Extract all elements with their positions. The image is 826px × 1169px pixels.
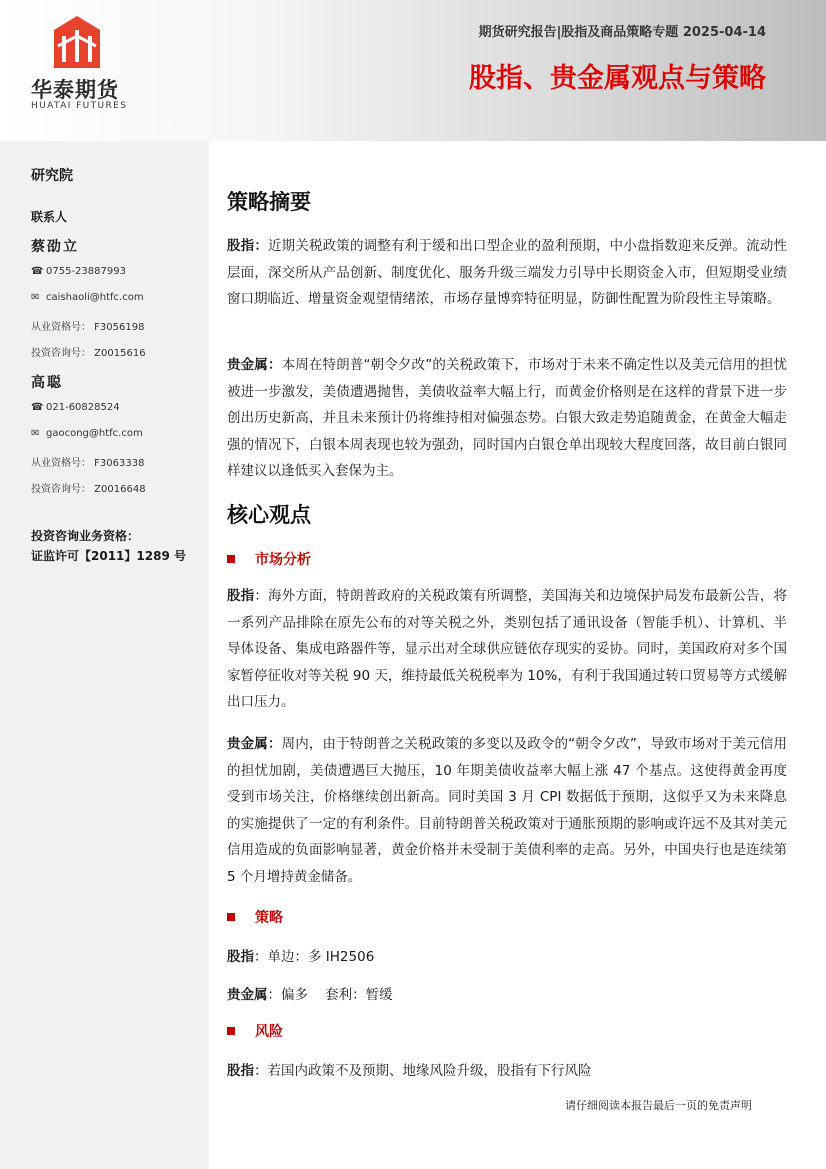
square-bullet-icon [227, 1027, 235, 1035]
logo-chinese-text: 华泰期货 [31, 78, 119, 102]
summary-heading: 策略摘要 [227, 190, 311, 214]
email-icon: ✉ [31, 292, 40, 303]
department-label: 研究院 [31, 168, 73, 184]
paragraph-text: 周内，由于特朗普之关税政策的多变以及政令的“朝令夕改”，导致市场对于美元信用的担忧加剧，美债遭遇巨大抛压，10 年期美债收益率大幅上涨 47 个基点。这使得黄金再度受到市场关注，价格继续创出新高。同时美国 3 月 CPI 数据低于预期，这似乎又为未来降息的实施提供了一定的有利条件。目前特朗普关税政策对于通胀预期的影响或许远不及其对美元信用造成的负面影响显著，黄金价格并未受制于美债利率的走高。另外，中国央行也是连续第 5 个月增持黄金储备。 [227, 736, 787, 885]
email-icon: ✉ [31, 428, 40, 439]
strategy-text: ：单边：多 IH2506 [254, 949, 375, 965]
email-address: gaocong@htfc.com [46, 428, 143, 439]
square-bullet-icon [227, 913, 235, 921]
strategy-index [227, 945, 787, 965]
contact-phone [31, 266, 126, 277]
contact-email [31, 428, 143, 439]
paragraph-label: 股指 [227, 588, 255, 604]
license-number: 从业资格号： F3063338 [31, 458, 145, 469]
strategy-metals [227, 983, 787, 1003]
logo-english-text: HUATAI FUTURES [31, 101, 128, 111]
disclaimer-note: 请仔细阅读本报告最后一页的免责声明 [565, 1099, 752, 1112]
email-address: caishaoli@htfc.com [46, 292, 144, 303]
paragraph-text: 本周在特朗普“朝令夕改”的关税政策下，市场对于未来不确定性以及美元信用的担忧被进一步激发，美债遭遇抛售，美债收益率大幅上行，而黄金价格则是在这样的背景下进一步创出历史新高，并且未来预计仍将维持相对偏强态势。白银大致走势追随黄金，在黄金大幅走强的情况下，白银本周表现也较为强劲，同时国内白银仓单出现较大程度回落，故目前白银同样建议以逢低买入套保为主。 [227, 357, 787, 479]
report-title: 股指、贵金属观点与策略 [469, 63, 766, 94]
market-analysis-heading [227, 549, 787, 569]
contact-name: 高聪 [31, 375, 63, 391]
paragraph-label: 贵金属： [227, 736, 282, 752]
strategy-text: ：偏多 套利：暂缓 [267, 987, 393, 1003]
phone-number: 0755-23887993 [46, 266, 126, 277]
strategy-label: 贵金属 [227, 987, 268, 1003]
phone-icon: ☎ [31, 266, 44, 277]
summary-paragraph-metals [227, 352, 787, 485]
paragraph-label: 股指： [227, 238, 268, 254]
advisor-number: 投资咨询号： Z0015616 [31, 348, 146, 359]
report-header [0, 0, 826, 141]
strategy-heading [227, 907, 787, 927]
huatai-logo-icon [54, 16, 100, 68]
contact-phone [31, 402, 120, 413]
report-meta: 期货研究报告|股指及商品策略专题 2025-04-14 [478, 25, 766, 40]
paragraph-label: 贵金属： [227, 357, 282, 373]
risk-heading [227, 1021, 787, 1041]
strategy-label: 股指 [227, 949, 254, 965]
core-views-heading: 核心观点 [227, 503, 311, 527]
license-number: 从业资格号： F3056198 [31, 322, 145, 333]
paragraph-text: ：海外方面，特朗普政府的关税政策有所调整，美国海关和边境保护局发布最新公告，将一系列产品排除在原先公布的对等关税之外，类别包括了通讯设备（智能手机）、计算机、半导体设备、集成电路器件等，显示出对全球供应链依存现实的妥协。同时，美国政府对多个国家暂停征收对等关税 90 天，维持最低关税税率为 10%，有利于我国通过转口贸易等方式缓解出口压力。 [227, 588, 788, 710]
risk-text: ：若国内政策不及预期、地缘风险升级，股指有下行风险 [254, 1063, 592, 1079]
qualification-license: 证监许可【2011】1289 号 [31, 549, 186, 563]
phone-number: 021-60828524 [46, 402, 120, 413]
subheading-text: 策略 [255, 910, 283, 926]
contact-email [31, 292, 144, 303]
contact-name: 蔡劭立 [31, 239, 79, 255]
subheading-text: 风险 [255, 1024, 283, 1040]
square-bullet-icon [227, 555, 235, 563]
phone-icon: ☎ [31, 402, 44, 413]
market-paragraph-metals [227, 731, 787, 890]
summary-paragraph-index [227, 233, 787, 313]
risk-label: 股指 [227, 1063, 254, 1079]
contact-label: 联系人 [31, 210, 68, 224]
subheading-text: 市场分析 [255, 552, 311, 568]
risk-index [227, 1059, 787, 1079]
advisor-number: 投资咨询号： Z0016648 [31, 484, 146, 495]
paragraph-text: 近期关税政策的调整有利于缓和出口型企业的盈利预期，中小盘指数迎来反弹。流动性层面，深交所从产品创新、制度优化、服务升级三端发力引导中长期资金入市，但短期受业绩窗口期临近、增量资金观望情绪浓，市场存量博弈特征明显，防御性配置为阶段性主导策略。 [227, 238, 788, 307]
qualification-label: 投资咨询业务资格： [31, 529, 140, 543]
market-paragraph-index [227, 583, 787, 716]
